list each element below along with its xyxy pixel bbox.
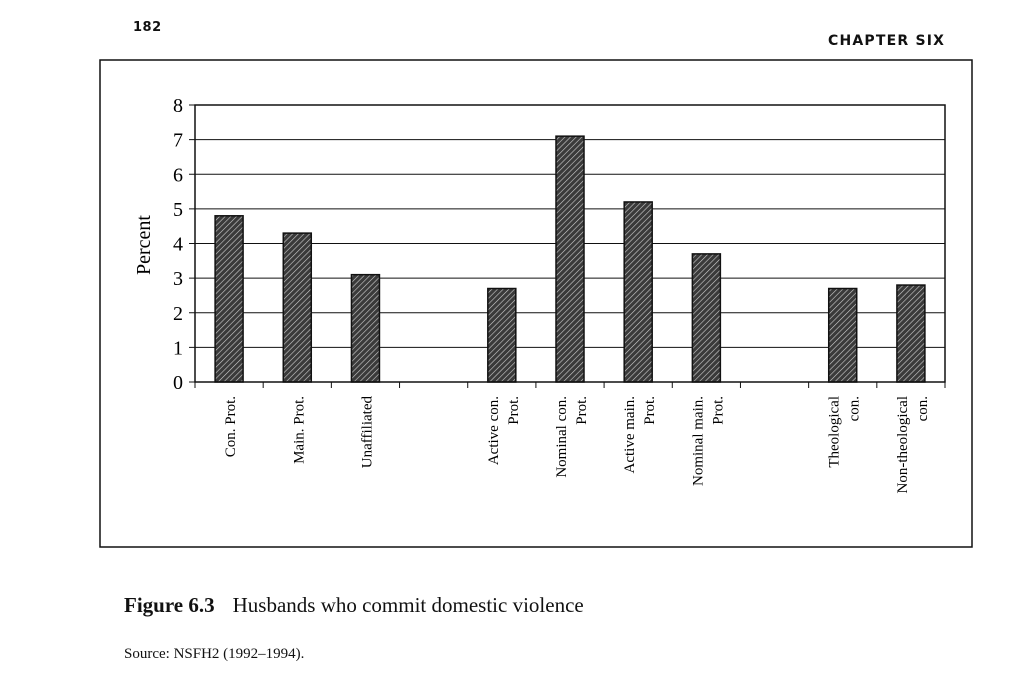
y-axis-label: Percent (133, 215, 155, 275)
x-tick-label: Active main. (622, 396, 639, 474)
y-tick-label: 8 (173, 95, 183, 117)
figure-caption (124, 593, 584, 618)
x-tick-label: Non-theological (894, 396, 911, 494)
bar (624, 202, 652, 382)
y-tick-label: 1 (173, 337, 183, 360)
x-tick-label: Unaffiliated (359, 396, 376, 469)
x-tick-label: Nominal main. (690, 396, 707, 486)
bar (488, 289, 516, 382)
figure-title: Husbands who commit domestic violence (232, 593, 584, 617)
bar (556, 136, 584, 382)
x-tick-label: Theological (826, 396, 843, 468)
x-tick-label: Prot. (574, 396, 590, 425)
x-tick-label: con. (914, 396, 931, 422)
y-tick-label: 6 (173, 164, 183, 187)
x-tick-label: Main. Prot. (291, 396, 308, 464)
page-number: 182 (133, 20, 162, 35)
x-tick-label: Active con. (485, 396, 502, 466)
y-tick-label: 2 (173, 302, 183, 325)
y-tick-labels (173, 95, 183, 394)
y-tick-label: 3 (173, 268, 183, 291)
bar (351, 275, 379, 382)
bars (215, 136, 925, 382)
bar (897, 285, 925, 382)
x-tick-label: Prot. (505, 396, 522, 425)
bar (215, 216, 243, 382)
bar (829, 289, 857, 382)
figure-label: Figure 6.3 (124, 593, 215, 617)
y-tick-label: 5 (173, 198, 183, 221)
y-tick-label: 7 (173, 129, 183, 152)
x-tick-label: con. (846, 396, 863, 422)
y-tick-label: 4 (173, 233, 183, 256)
x-tick-label: Prot. (710, 396, 727, 425)
x-tick-label: Con. Prot. (223, 396, 240, 458)
y-tick-label: 0 (173, 372, 183, 394)
x-tick-labels (223, 396, 931, 494)
x-tick-label: Nominal con. (554, 396, 570, 478)
x-tick-label: Prot. (642, 396, 659, 425)
running-head: CHAPTER SIX (828, 33, 946, 49)
bar (692, 254, 720, 382)
bar (283, 233, 311, 382)
source-note: Source: NSFH2 (1992–1994). (124, 646, 305, 662)
